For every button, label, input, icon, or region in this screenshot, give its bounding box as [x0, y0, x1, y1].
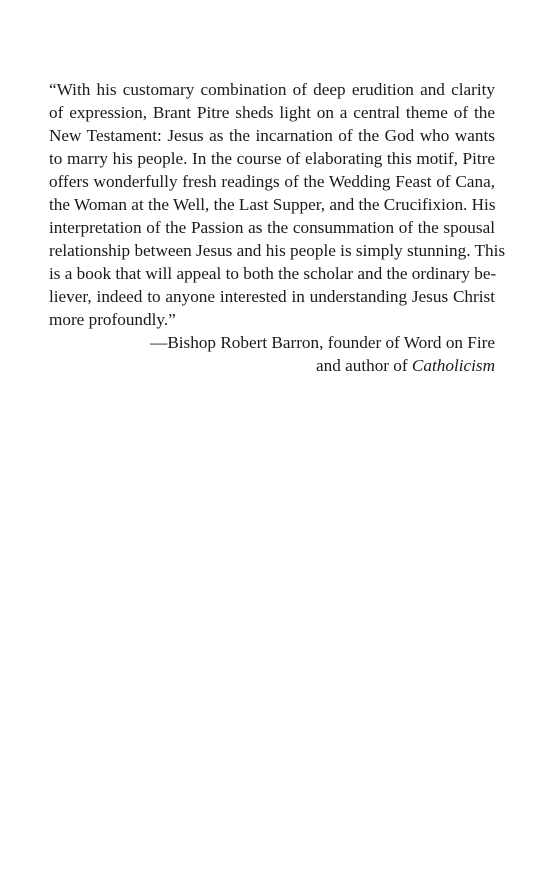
endorsement-page — [49, 78, 506, 377]
book-title: Catholicism — [411, 356, 495, 375]
quote-line: is a book that will appeal to both the scholar and the ordinary be- — [49, 264, 497, 283]
endorsement-quote — [49, 78, 506, 331]
attribution-author: —Bishop Robert Barron, founder of Word on Fire — [150, 333, 495, 352]
quote-line: offers wonderfully fresh readings of the Wedding Feast of Cana, — [49, 172, 495, 191]
quote-line: liever, indeed to anyone interested in understanding Jesus Christ — [49, 287, 495, 306]
quote-line: the Woman at the Well, the Last Supper, and the Crucifixion. His — [49, 195, 496, 214]
quote-line: New Testament: Jesus as the incarnation of the God who wants — [49, 126, 495, 145]
attribution-credit-prefix: and author of — [315, 356, 412, 375]
quote-line: to marry his people. In the course of elaborating this motif, Pitre — [49, 149, 495, 168]
endorsement-attribution — [49, 331, 495, 377]
quote-line: more profoundly.” — [49, 310, 176, 329]
quote-line: interpretation of the Passion as the consummation of the spousal — [49, 218, 495, 237]
attribution-credit — [49, 354, 495, 377]
quote-line: relationship between Jesus and his people is simply stunning. This — [49, 241, 506, 260]
quote-line: “With his customary combination of deep erudition and clarity — [49, 80, 495, 99]
quote-line: of expression, Brant Pitre sheds light on a central theme of the — [49, 103, 495, 122]
